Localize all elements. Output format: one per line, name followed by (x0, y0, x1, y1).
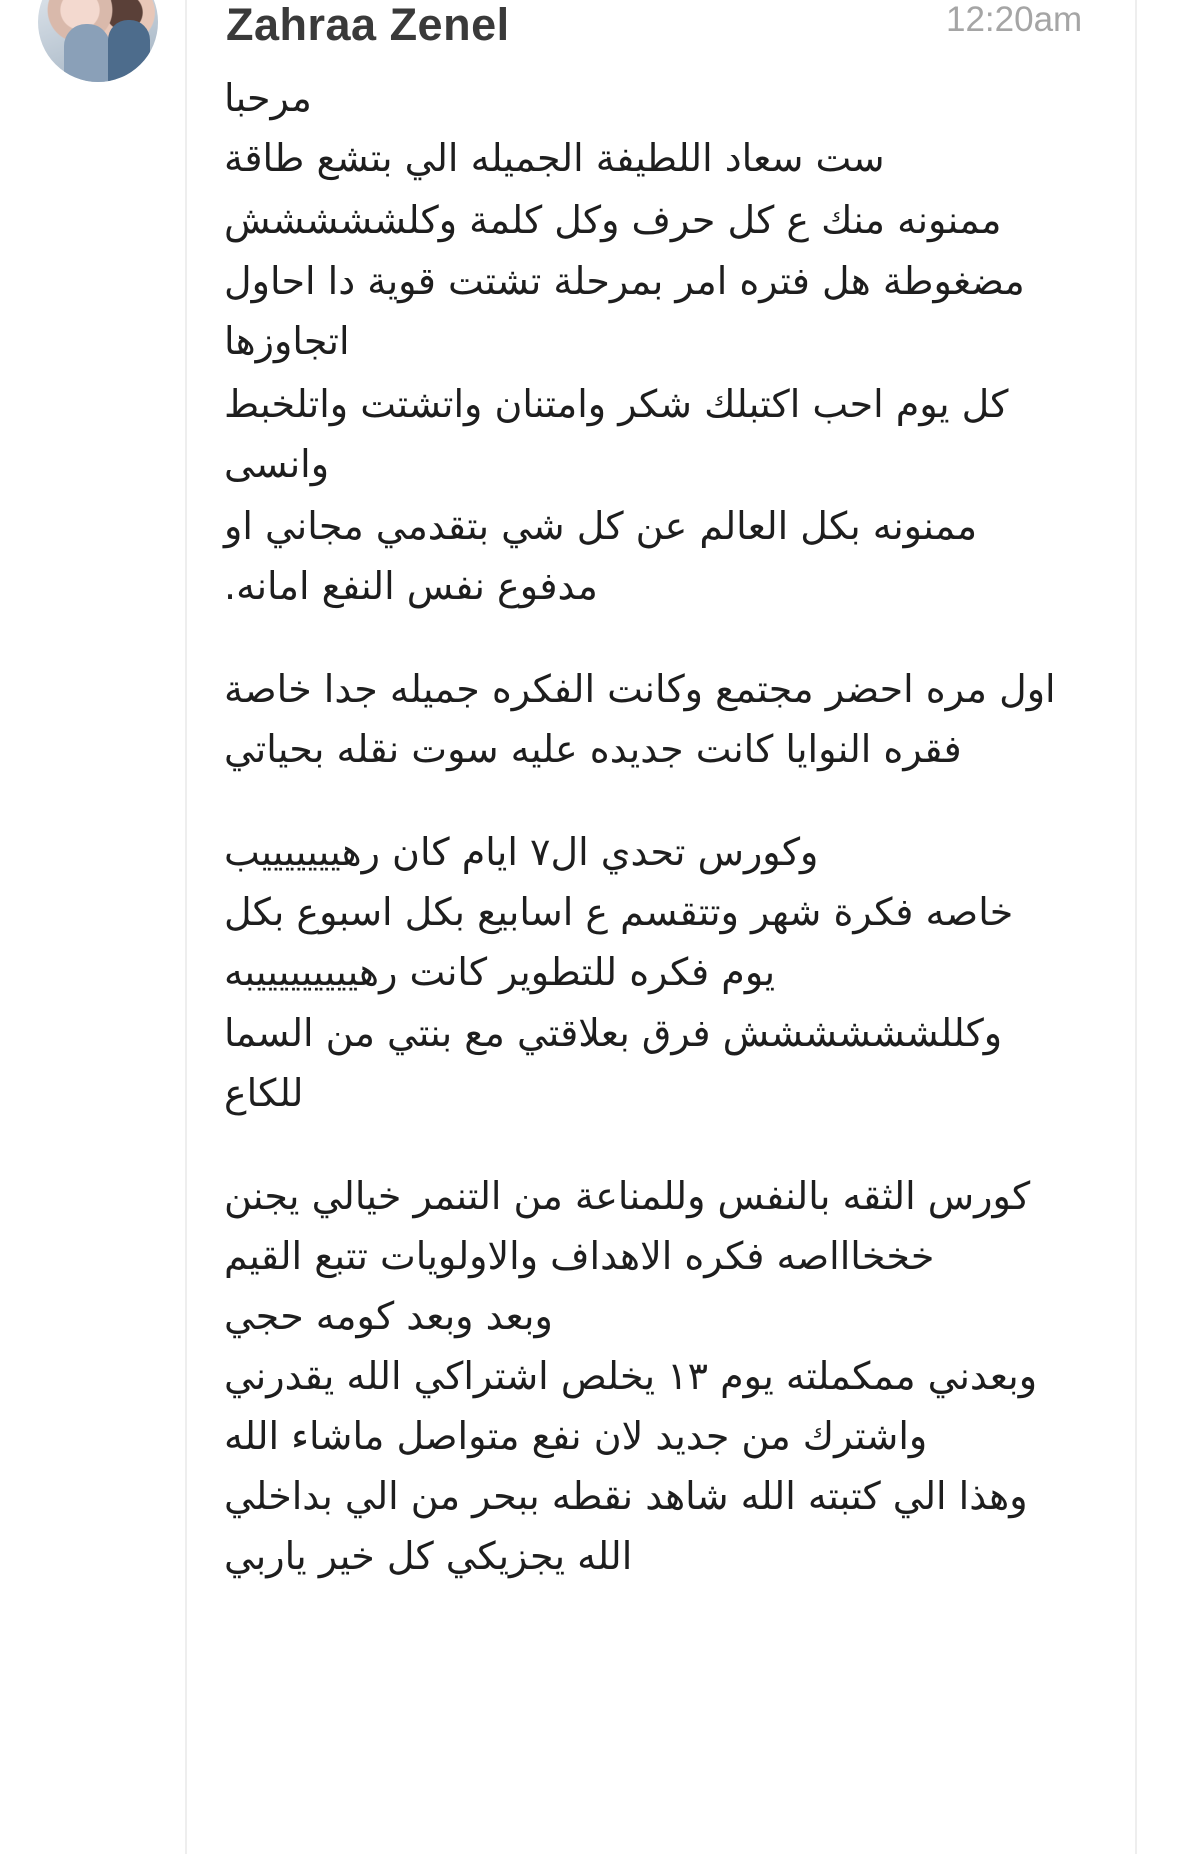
message-line: كورس الثقه بالنفس وللمناعة من التنمر خيالي يجنن (224, 1174, 1031, 1218)
message-line: خخخاااصه فكره الاهداف والاولويات تتبع القيم (224, 1234, 935, 1278)
message-body (224, 0, 1104, 1854)
message-line: وكللشششششش فرق بعلاقتي مع بنتي من السما (224, 1011, 1003, 1055)
message-line: اتجاوزها (224, 319, 350, 363)
message-line: وبعدني ممكملته يوم ١٣ يخلص اشتراكي الله يقدرني (224, 1354, 1038, 1398)
divider-left (185, 0, 187, 1854)
message-line: وهذا الي كتبته الله شاهد نقطه ببحر من الي بداخلي (224, 1474, 1028, 1518)
message-line: وبعد وبعد كومه حجي (224, 1294, 553, 1338)
sender-name[interactable]: Zahraa Zenel (226, 0, 510, 50)
message-timestamp: 12:20am (946, 0, 1083, 39)
message-line: مدفوع نفس النفع امانه. (224, 564, 598, 608)
message-line: وانسى (224, 442, 330, 486)
message-line: ست سعاد اللطيفة الجميله الي بتشع طاقة (224, 136, 885, 180)
message-line: للكاع (224, 1071, 304, 1115)
message-line: فقره النوايا كانت جديده عليه سوت نقله بحياتي (224, 727, 962, 771)
message-line: ممنونه بكل العالم عن كل شي بتقدمي مجاني او (224, 504, 978, 548)
right-gutter (1137, 0, 1179, 1854)
message-line: وكورس تحدي ال٧ ايام كان رهيييييييب (224, 830, 819, 874)
message-line: كل يوم احب اكتبلك شكر وامتنان واتشتت واتلخبط (224, 382, 1009, 426)
message-line: مرحبا (224, 76, 312, 120)
left-gutter (0, 0, 186, 1854)
message-line: الله يجزيكي كل خير ياربي (224, 1534, 633, 1578)
message-line: ممنونه منك ع كل حرف وكل كلمة وكلششششش (224, 198, 1002, 242)
message-line: اول مره احضر مجتمع وكانت الفكره جميله جدا خاصة (224, 667, 1056, 711)
message-line: خاصه فكرة شهر وتتقسم ع اسابيع بكل اسبوع بكل (224, 890, 1014, 934)
message-line: واشترك من جديد لان نفع متواصل ماشاء الله (224, 1414, 928, 1458)
avatar-figure-right (108, 20, 150, 82)
message-line: مضغوطة هل فتره امر بمرحلة تشتت قوية دا احاول (224, 259, 1025, 303)
message-line: يوم فكره للتطوير كانت رهيييييييييبه (224, 950, 776, 994)
avatar-figure-left (64, 24, 110, 82)
